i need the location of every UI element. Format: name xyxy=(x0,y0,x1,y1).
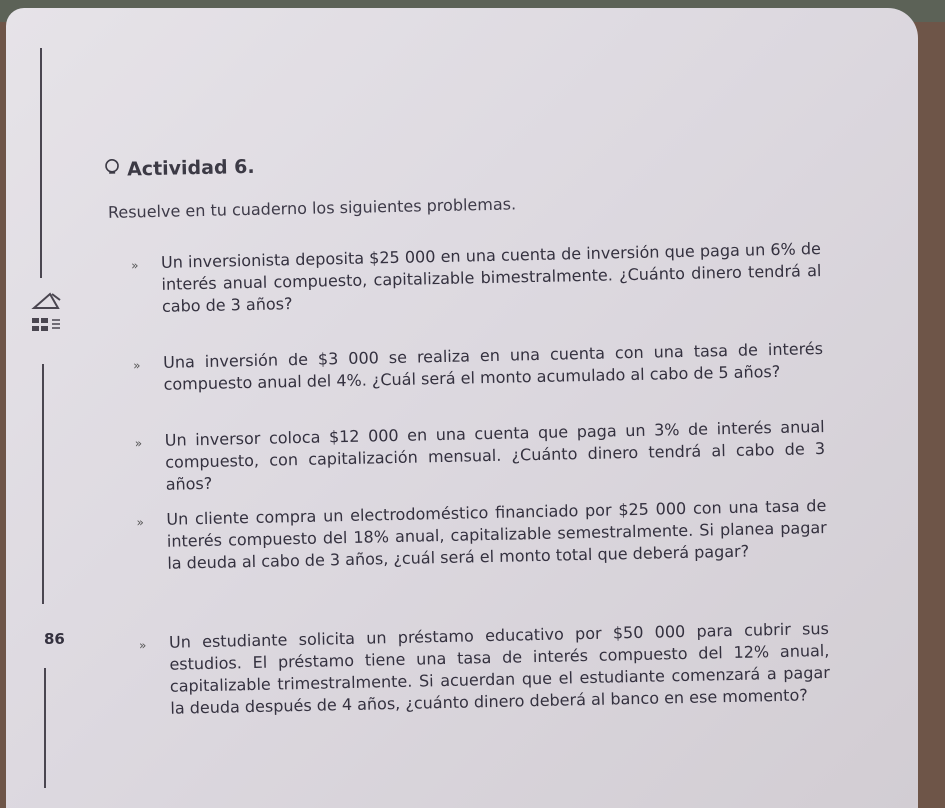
problem-text: Un inversor coloca $12 000 en una cuenta que paga un 3% de interés anual compuesto, con capitalización mensual. ¿Cuánto dinero tendrá al cabo de 3 años? xyxy=(164,416,826,494)
problem-item xyxy=(136,495,827,575)
activity-title: Actividad 6. xyxy=(126,155,255,181)
problem-text: Un estudiante solicita un préstamo educativo por $50 000 para cubrir sus estudios. El préstamo tiene una tasa de interés compuesto del 12% anual, capitalizable trimestralmente. Si acuerdan que el estudiante comenzará a pagar la deuda después de 4 años, ¿cuánto dinero deberá al banco en ese momento? xyxy=(168,618,830,718)
problem-item xyxy=(133,338,824,396)
bullet-glyph: » xyxy=(138,638,147,653)
problem-item xyxy=(138,618,831,720)
problem-text: Una inversión de $3 000 se realiza en una cuenta con una tasa de interés compuesto anual del 4%. ¿Cuál será el monto acumulado al cabo de 5 años? xyxy=(162,338,824,394)
bullet-glyph: » xyxy=(136,515,144,530)
problem-item xyxy=(134,416,826,496)
bullet-glyph: » xyxy=(133,358,141,373)
page-number: 86 xyxy=(44,630,65,648)
bullet-glyph: » xyxy=(130,258,139,273)
instructions: Resuelve en tu cuaderno los siguientes problemas. xyxy=(107,194,517,222)
lightbulb-icon xyxy=(103,158,121,181)
activity-heading xyxy=(103,155,255,181)
problem-item xyxy=(130,238,822,318)
book-page xyxy=(6,8,918,808)
activity-content xyxy=(6,8,918,808)
bullet-glyph: » xyxy=(134,436,143,451)
problem-text: Un inversionista deposita $25 000 en una cuenta de inversión que paga un 6% de interés anual compuesto, capitalizable bimestralmente. ¿Cuánto dinero tendrá al cabo de 3 años? xyxy=(160,239,822,316)
problem-text: Un cliente compra un electrodoméstico financiado por $25 000 con una tasa de interés compuesto del 18% anual, capitalizable semestralmente. Si planea pagar la deuda al cabo de 3 años, ¿cuál será el monto total que deberá pagar? xyxy=(166,495,827,573)
